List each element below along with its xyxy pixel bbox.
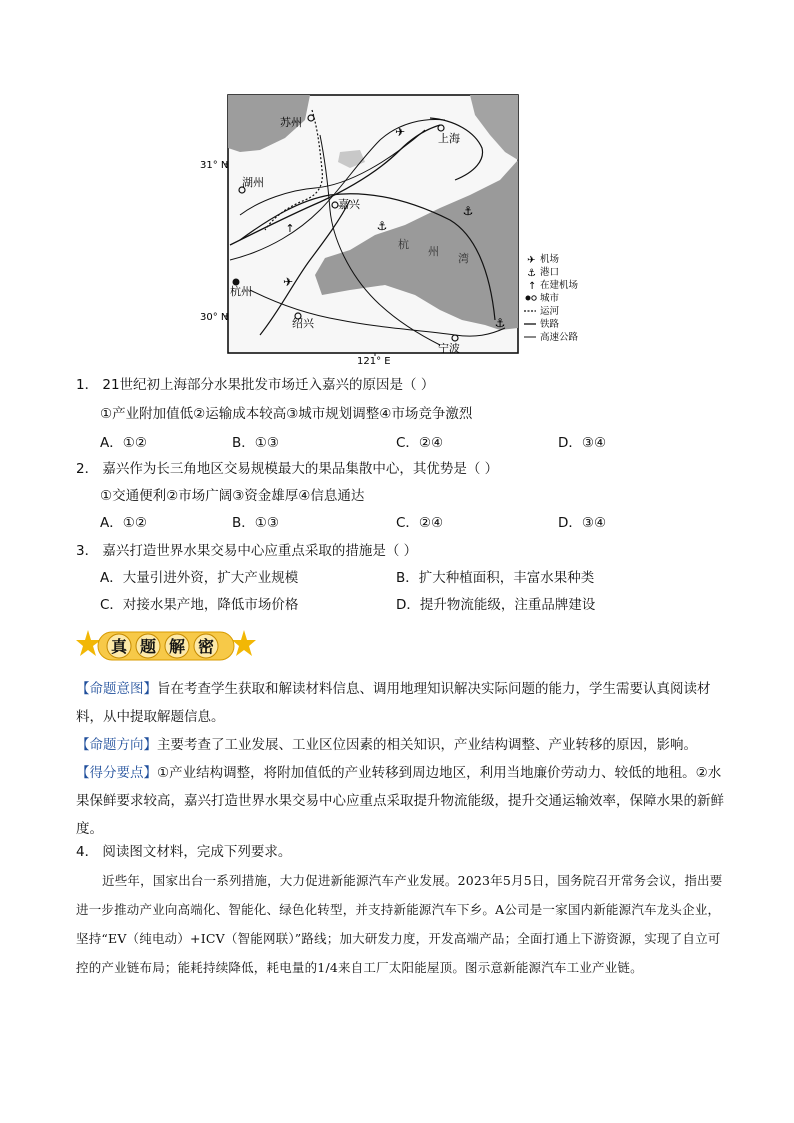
port-icon: ⚓	[494, 316, 506, 330]
question-1-items: ①产业附加值低②运输成本较高③城市规划调整④市场竞争激烈	[100, 406, 473, 422]
question-2-items: ①交通便利②市场广阔③资金雄厚④信息通达	[100, 488, 365, 504]
lat-30: 30° N	[200, 312, 229, 323]
q2-option-d[interactable]: D．③④	[558, 515, 607, 531]
lon-121: 121° E	[357, 356, 391, 365]
label-bay: 州	[428, 245, 439, 258]
label-shanghai: 上海	[438, 132, 460, 145]
q3-option-a[interactable]: A．大量引进外资，扩大产业规模	[100, 570, 299, 586]
port-icon: ⚓	[527, 268, 536, 279]
legend-label: 铁路	[540, 319, 560, 330]
points-text: ①产业结构调整，将附加值低的产业转移到周边地区，利用当地廉价劳动力、较低的地租。②水果保鲜要求较高，嘉兴打造世界水果交易中心应重点采取提升物流能级，提升交通运输效率，保障水果的新鲜度。	[76, 765, 724, 837]
material-paragraph: 近些年，国家出台一系列措施，大力促进新能源汽车产业发展。2023年5月5日，国务院召开常务会议，指出要进一步推动产业向高端化、智能化、绿色化转型，并支持新能源汽车下乡。A公司是一家国内新能源汽车龙头企业，坚持“EV（纯电动）+ICV（智能网联）”路线；加大研发力度，开发高端产品；全面打通上下游资源，实现了自立可控的产业链布局；能耗持续降低，耗电量的1/4来自工厂太阳能屋顶。图示意新能源汽车工业产业链。	[76, 873, 723, 975]
lat-31: 31° N	[200, 160, 229, 171]
analysis-points	[76, 759, 726, 843]
legend-label: 机场	[540, 254, 560, 265]
legend-label: 运河	[540, 306, 560, 317]
port-icon: ⚓	[462, 204, 474, 218]
label-bay: 湾	[458, 252, 469, 265]
airport-under-construction-icon: ↑	[285, 222, 295, 235]
q1-option-b[interactable]: B．①③	[232, 435, 279, 451]
airport-under-construction-icon: ↑	[528, 281, 537, 292]
port-icon: ⚓	[376, 219, 388, 233]
label-shaoxing: 绍兴	[292, 317, 314, 330]
airport-icon: ✈	[394, 125, 406, 139]
star-icon	[232, 630, 256, 656]
label-bay: 杭	[398, 238, 409, 251]
label-hangzhou: 杭州	[230, 285, 252, 298]
legend-label: 高速公路	[540, 332, 579, 343]
intent-tag: 【命题意图】	[76, 681, 157, 697]
q2-option-a[interactable]: A．①②	[100, 515, 147, 531]
analysis-intent	[76, 675, 726, 731]
q1-option-a[interactable]: A．①②	[100, 435, 147, 451]
star-icon	[76, 630, 101, 656]
regional-map	[200, 90, 610, 365]
direction-text: 主要考查了工业发展、工业区位因素的相关知识，产业结构调整、产业转移的原因，影响。	[157, 737, 697, 753]
q3-option-d[interactable]: D．提升物流能级，注重品牌建设	[396, 597, 596, 613]
banner-char: 真	[110, 637, 128, 656]
banner-char: 密	[197, 637, 215, 656]
airport-icon: ✈	[282, 275, 294, 289]
legend-label: 城市	[540, 293, 560, 304]
label-huzhou: 湖州	[242, 176, 264, 189]
section-banner	[76, 628, 256, 664]
question-4-stem: 4． 阅读图文材料，完成下列要求。	[76, 844, 292, 860]
airport-icon: ✈	[527, 255, 536, 266]
q1-option-d[interactable]: D．③④	[558, 435, 607, 451]
legend-label: 在建机场	[540, 280, 579, 291]
intent-text: 旨在考查学生获取和解读材料信息、调用地理知识解决实际问题的能力，学生需要认真阅读材料，从中提取解题信息。	[76, 681, 711, 725]
q2-option-c[interactable]: C．②④	[396, 515, 444, 531]
banner-char: 题	[139, 637, 157, 656]
city-icon	[532, 296, 536, 300]
analysis-direction	[76, 731, 726, 759]
label-ningbo: 宁波	[438, 342, 460, 355]
legend-label: 港口	[540, 267, 560, 278]
map-legend	[524, 253, 579, 343]
question-3-stem: 3． 嘉兴打造世界水果交易中心应重点采取的措施是（ ）	[76, 543, 418, 559]
question-1-stem: 1． 21世纪初上海部分水果批发市场迁入嘉兴的原因是（ ）	[76, 377, 435, 393]
city-icon	[526, 296, 531, 301]
q2-option-b[interactable]: B．①③	[232, 515, 279, 531]
question-2-stem: 2． 嘉兴作为长三角地区交易规模最大的果品集散中心，其优势是（ ）	[76, 461, 499, 477]
direction-tag: 【命题方向】	[76, 737, 157, 753]
q3-option-b[interactable]: B．扩大种植面积，丰富水果种类	[396, 570, 595, 586]
label-jiaxing: 嘉兴	[338, 198, 360, 211]
q1-option-c[interactable]: C．②④	[396, 435, 444, 451]
banner-char: 解	[168, 637, 186, 656]
points-tag: 【得分要点】	[76, 765, 157, 781]
q3-option-c[interactable]: C．对接水果产地，降低市场价格	[100, 597, 299, 613]
label-suzhou: 苏州	[280, 116, 302, 129]
